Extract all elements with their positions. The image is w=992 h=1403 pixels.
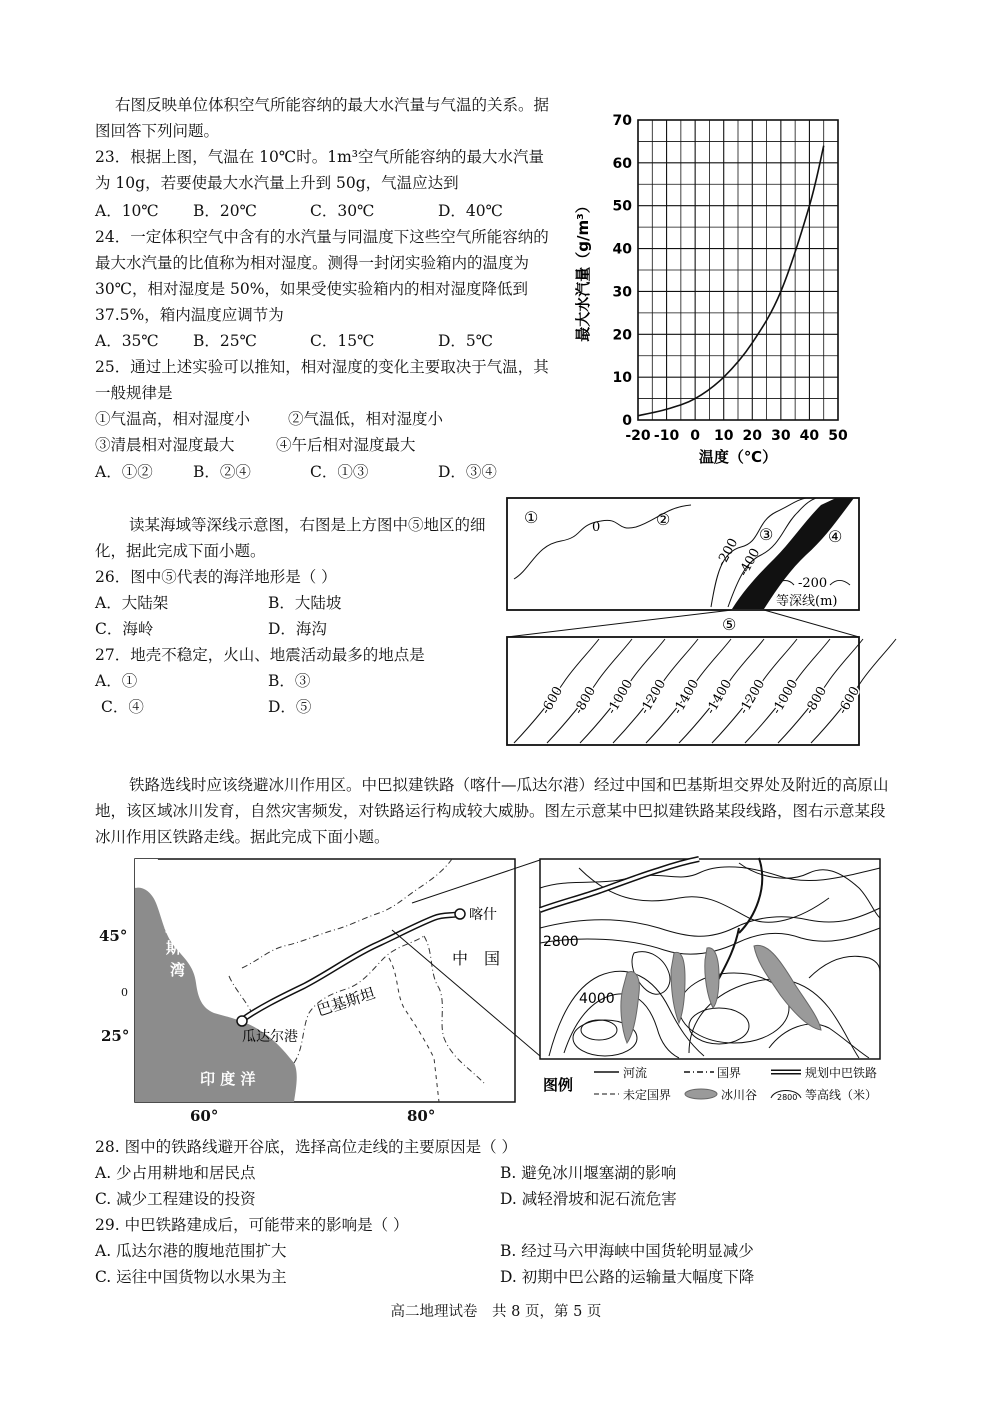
legend-glacier-valley: 冰川谷 <box>721 1088 758 1102</box>
legend-river: 河流 <box>623 1066 648 1080</box>
q25-line-4: ④午后相对湿度最大 <box>276 436 416 454</box>
contour-label-200: -200 <box>714 536 742 569</box>
lon-80-label: 80° <box>407 1107 436 1125</box>
q27-option-d: D．⑤ <box>268 698 312 716</box>
q29-option-c: C. 运往中国货物以水果为主 <box>95 1268 287 1286</box>
q26-option-a: A．大陆架 <box>95 594 169 612</box>
q23-option-a: A．10℃ <box>95 202 159 220</box>
detail-contour-label: -1200 <box>736 677 769 717</box>
legend-rail: 规划中巴铁路 <box>805 1066 878 1080</box>
legend-contour-value: -200 <box>798 576 828 591</box>
gwadar-label: 瓜达尔港 <box>242 1029 298 1045</box>
q25-line-2: ②气温低，相对湿度小 <box>288 410 444 428</box>
y-tick-label: 0 <box>622 413 632 429</box>
q25-stem: 25．通过上述实验可以推知，相对湿度的变化主要取决于气温，其一般规律是 <box>95 358 549 402</box>
y-tick-label: 40 <box>612 241 632 258</box>
y-tick-label: 50 <box>612 198 632 215</box>
x-tick-label: 50 <box>828 428 848 444</box>
q29-stem: 29. 中巴铁路建成后，可能带来的影响是（ ） <box>95 1216 409 1234</box>
y-tick-label: 20 <box>612 327 632 344</box>
y-tick-label: 70 <box>612 113 632 129</box>
chart-y-tick-labels <box>613 113 633 429</box>
q27-stem: 27．地壳不稳定，火山、地震活动最多的地点是 <box>95 646 425 664</box>
detail-contour-label: -1400 <box>703 677 736 717</box>
q27-option-c: C．④ <box>101 698 144 716</box>
q23-stem: 23．根据上图，气温在 10℃时。1m³空气所能容纳的最大水汽量为 10g，若要使最大水汽量上升到 50g，气温应达到 <box>95 148 544 192</box>
q24-option-b: B．25℃ <box>193 332 257 350</box>
q28-option-d: D. 减轻滑坡和泥石流危害 <box>500 1190 677 1208</box>
legend-contour: 等高线（米） <box>805 1088 878 1102</box>
q27-option-b: B．③ <box>268 672 311 690</box>
sea-marker-4: ④ <box>828 527 843 546</box>
kashgar-label: 喀什 <box>469 907 497 923</box>
intro-paragraph-3: 铁路选线时应该绕避冰川作用区。中巴拟建铁路（喀什—瓜达尔港）经过中国和巴基斯坦交界处及附近的高原山地，该区域冰川发育，自然灾害频发，对铁路运行构成较大威胁。图左示意某中巴拟建铁路某段线路，图右示意某段冰川作用区铁路走线。据此完成下面小题。 <box>95 776 889 846</box>
chart-x-axis-label: 温度（℃） <box>698 448 778 466</box>
x-tick-label: -10 <box>653 428 680 444</box>
glacier-detail-map <box>539 858 881 1104</box>
x-tick-label: -20 <box>625 428 651 444</box>
q28-option-b: B. 避免冰川堰塞湖的影响 <box>500 1164 677 1182</box>
china-label: 中 国 <box>452 949 501 968</box>
sea-marker-1: ① <box>524 508 539 527</box>
detail-contour-label: -800 <box>802 684 831 717</box>
detail-contour-label: -600 <box>538 684 567 717</box>
detail-contour-label: -1000 <box>769 677 802 717</box>
legend-contour-number: 2800 <box>777 1093 798 1102</box>
persian-gulf-char-2: 斯 <box>166 939 182 957</box>
q28-stem: 28. 图中的铁路线避开谷底，选择高位走线的主要原因是（ ） <box>95 1138 518 1156</box>
q29-option-b: B. 经过马六甲海峡中国货轮明显减少 <box>500 1242 754 1260</box>
detail-contour-label: -800 <box>571 684 600 717</box>
q24-stem: 24．一定体积空气中含有的水汽量与同温度下这些空气所能容纳的最大水汽量的比值称为相对湿度。测得一封闭实验箱内的温度为 30℃，相对湿度是 50%，如果受使实验箱内的相对湿度降低到 37.5%，箱内温度应调节为 <box>95 228 549 324</box>
y-tick-label: 30 <box>612 284 632 301</box>
q25-option-b: B．②④ <box>193 463 251 481</box>
y-tick-label: 10 <box>612 370 632 387</box>
contour-label-400: -400 <box>736 546 764 579</box>
detail-contour-label: -1400 <box>670 677 703 717</box>
indian-ocean-label: 印 度 洋 <box>200 1070 256 1088</box>
sea-marker-2: ② <box>656 510 671 529</box>
lat-25-label: 25° <box>101 1027 130 1045</box>
x-tick-label: 0 <box>690 428 701 444</box>
q25-option-a: A．①② <box>95 463 153 481</box>
x-tick-label: 30 <box>771 428 791 444</box>
q25-line-3: ③清晨相对湿度最大 <box>95 436 235 454</box>
intro-paragraph-2: 读某海域等深线示意图，右图是上方图中⑤地区的细化，据此完成下面小题。 <box>95 516 486 560</box>
sea-marker-3: ③ <box>759 525 774 544</box>
pakistan-label: 巴基斯坦 <box>314 984 378 1020</box>
q25-option-c: C．①③ <box>310 463 369 481</box>
lat-mid-label: 0 <box>121 986 128 999</box>
detail-contours <box>514 639 896 743</box>
detail-contour-label: -600 <box>835 684 864 717</box>
q29-option-d: D. 初期中巴公路的运输量大幅度下降 <box>500 1268 755 1286</box>
contour-label-0: 0 <box>592 520 601 535</box>
q24-option-c: C．15℃ <box>310 332 375 350</box>
legend-undefined-border: 未定国界 <box>623 1088 672 1102</box>
y-tick-label: 60 <box>612 155 632 172</box>
q27-option-a: A．① <box>95 672 138 690</box>
q29-option-a: A. 瓜达尔港的腹地范围扩大 <box>95 1242 287 1260</box>
q24-option-d: D．5℃ <box>438 332 494 350</box>
lat-45-label: 45° <box>99 927 128 945</box>
q23-option-c: C．30℃ <box>310 202 375 220</box>
x-tick-label: 10 <box>713 428 734 444</box>
q28-option-a: A. 少占用耕地和居民点 <box>95 1164 256 1182</box>
persian-gulf-char-1: 波 <box>164 917 180 935</box>
legend-border: 国界 <box>717 1066 742 1080</box>
q26-option-c: C．海岭 <box>95 620 154 638</box>
contour-4000-label: 4000 <box>579 991 615 1007</box>
chart-series-line <box>638 146 824 416</box>
q23-option-d: D．40℃ <box>438 202 503 220</box>
lon-60-label: 60° <box>190 1107 219 1125</box>
q25-line-1: ①气温高，相对湿度小 <box>95 410 251 428</box>
rail-route-map <box>134 858 516 1104</box>
detail-contour-label: -1200 <box>637 677 670 717</box>
x-tick-label: 40 <box>799 428 820 444</box>
chart-x-tick-labels <box>625 428 848 444</box>
chart-grid <box>638 120 838 420</box>
contour-2800-label: 2800 <box>543 934 579 950</box>
q25-option-d: D．③④ <box>438 463 497 481</box>
persian-gulf-char-3: 湾 <box>170 961 186 979</box>
q26-option-d: D．海沟 <box>268 620 327 638</box>
x-tick-label: 20 <box>742 428 763 444</box>
q26-option-b: B．大陆坡 <box>268 594 342 612</box>
q24-option-a: A．35℃ <box>95 332 159 350</box>
water-vapor-chart <box>570 100 880 480</box>
detail-contour-label: -1000 <box>604 677 637 717</box>
intro-paragraph-1: 右图反映单位体积空气所能容纳的最大水汽量与气温的关系。据图回答下列问题。 <box>95 96 550 140</box>
q23-option-b: B．20℃ <box>193 202 257 220</box>
legend-contour-label: 等深线(m) <box>776 594 838 609</box>
chart-y-axis-label: 最大水汽量（g/m³） <box>574 198 592 342</box>
sea-depth-map <box>506 497 864 747</box>
q28-option-c: C. 减少工程建设的投资 <box>95 1190 256 1208</box>
q26-stem: 26．图中⑤代表的海洋地形是（ ） <box>95 568 337 586</box>
page-footer: 高二地理试卷 共 8 页，第 5 页 <box>390 1304 602 1320</box>
sea-marker-5: ⑤ <box>722 615 737 634</box>
legend-title: 图例 <box>543 1076 574 1094</box>
